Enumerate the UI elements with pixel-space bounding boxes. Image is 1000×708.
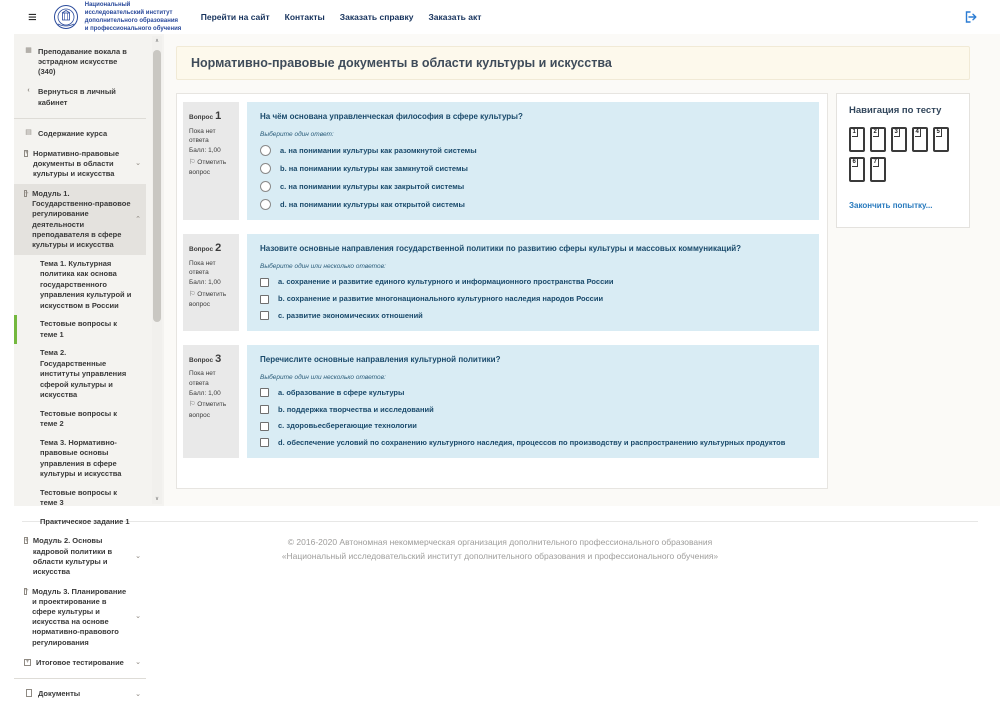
answer-option-label[interactable]: d. обеспечение условий по сохранению культурного наследия, процессов по производству и распространению культурных продуктов xyxy=(278,438,786,448)
expand-plus-icon xyxy=(24,588,27,595)
sidebar-scrollbar-thumb[interactable] xyxy=(153,50,161,322)
quiz-nav-question-2[interactable] xyxy=(870,127,886,152)
answer-option[interactable] xyxy=(260,388,806,398)
sidebar-divider xyxy=(14,678,146,679)
question-status: Пока нет ответа xyxy=(189,259,216,277)
answer-option[interactable] xyxy=(260,199,806,210)
quiz-nav-grid xyxy=(849,127,957,182)
question-status: Пока нет ответа xyxy=(189,127,216,145)
question-label: Вопрос xyxy=(189,356,214,364)
sidebar-item-section-documents[interactable] xyxy=(14,144,146,184)
question-number: 1 xyxy=(215,110,222,122)
main-content xyxy=(164,34,1000,506)
footer-copyright-line1: © 2016-2020 Автономная некоммерческая организация дополнительного профессионального образования xyxy=(287,537,713,547)
quiz-nav-question-6[interactable] xyxy=(849,157,865,182)
question-points: Балл: 1,00 xyxy=(189,147,221,154)
question-status: Пока нет ответа xyxy=(189,370,216,387)
question-label: Вопрос xyxy=(189,246,214,254)
question-text: Перечислите основные направления культурной политики? xyxy=(260,354,501,364)
sidebar-subitem-quiz-topic-1[interactable]: Тестовые вопросы к теме 1 xyxy=(14,315,146,344)
sidebar-item-module-3[interactable] xyxy=(14,582,146,653)
quiz-nav-question-7[interactable] xyxy=(870,157,886,182)
checkbox[interactable] xyxy=(260,278,269,287)
answer-option[interactable] xyxy=(260,294,806,304)
sidebar-item-label: Вернуться в личный кабинет xyxy=(38,87,116,107)
quiz-nav-question-5[interactable] xyxy=(933,127,949,152)
checkbox[interactable] xyxy=(260,405,269,414)
nav-link-go-to-site[interactable]: Перейти на сайт xyxy=(200,12,270,22)
chevron-down-icon[interactable]: ⌄ xyxy=(135,552,141,560)
answer-option[interactable] xyxy=(260,163,806,174)
grid-icon: ▦ xyxy=(25,47,32,54)
answer-option[interactable] xyxy=(260,405,806,415)
chevron-down-icon[interactable]: ⌄ xyxy=(135,658,141,666)
quiz-nav-question-4[interactable] xyxy=(912,127,928,152)
flag-icon: ⚐ xyxy=(189,401,196,409)
question-number: 3 xyxy=(215,352,222,365)
sidebar-item-module-1[interactable] xyxy=(14,184,146,255)
sidebar-item-label: Модуль 2. Основы кадровой политики в области культуры и искусства xyxy=(32,536,113,576)
footer-copyright-line2: «Национальный исследовательский институт дополнительного образования и профессионального обучения» xyxy=(281,551,719,562)
file-icon xyxy=(24,689,33,701)
answer-option[interactable] xyxy=(260,311,806,321)
flag-question-link[interactable] xyxy=(189,400,233,420)
question-info-box xyxy=(183,345,239,458)
chevron-down-icon[interactable]: ⌄ xyxy=(135,690,141,698)
content-row xyxy=(176,93,970,489)
flag-question-label: Отметить вопрос xyxy=(189,158,227,177)
radio-button[interactable] xyxy=(260,145,271,156)
institute-name: Национальный исследовательский институт дополнительного образования и профессионального обучения xyxy=(84,1,182,33)
sidebar xyxy=(14,34,164,698)
sidebar-item-label: Преподавание вокала в эстрадном искусстве (340) xyxy=(38,47,127,77)
answer-option-label[interactable]: c. развитие экономических отношений xyxy=(278,310,423,320)
sidebar-item-back-to-cabinet[interactable] xyxy=(14,82,146,112)
chevron-down-icon[interactable]: ⌄ xyxy=(135,613,141,621)
answer-option-label[interactable]: a. образование в сфере культуры xyxy=(278,387,405,397)
answer-option-label[interactable]: b. сохранение и развитие многонационального культурного наследия народов России xyxy=(278,294,604,304)
question-label: Вопрос xyxy=(189,114,214,121)
checkbox[interactable] xyxy=(260,438,269,447)
checkbox[interactable] xyxy=(260,311,269,320)
footer xyxy=(22,521,978,563)
sidebar-subitem-quiz-topic-3[interactable]: Тестовые вопросы к теме 3 xyxy=(40,487,117,508)
top-bar xyxy=(0,0,1000,34)
quiz-nav-question-number: 7 xyxy=(873,159,879,167)
top-navigation xyxy=(201,12,482,22)
quiz-nav-question-number: 3 xyxy=(894,129,900,137)
question-2 xyxy=(183,234,819,330)
answer-option-label[interactable]: b. поддержка творчества и исследований xyxy=(278,404,434,414)
quiz-nav-question-number: 6 xyxy=(852,159,858,167)
answer-option[interactable] xyxy=(260,277,806,287)
sidebar-item-label: Содержание курса xyxy=(38,128,108,138)
sidebar-scrollbar[interactable] xyxy=(152,36,162,504)
chevron-down-icon[interactable]: ⌄ xyxy=(135,159,141,167)
expand-plus-icon xyxy=(24,659,31,666)
sidebar-item-label: Документы xyxy=(38,688,81,698)
sidebar-item-course-contents[interactable] xyxy=(14,124,146,144)
logout-icon[interactable] xyxy=(964,10,978,24)
checkbox[interactable] xyxy=(260,422,269,431)
chevron-up-icon[interactable]: ⌃ xyxy=(135,215,141,223)
quiz-navigation-panel xyxy=(836,93,970,228)
flag-question-link[interactable] xyxy=(189,158,233,178)
checkbox[interactable] xyxy=(260,295,269,304)
question-header xyxy=(189,240,233,257)
sidebar-item-label: Модуль 3. Планирование и проектирование в сфере культуры и искусства на основе нормативно-правового регулирования xyxy=(32,586,127,647)
flag-question-label: Отметить вопрос xyxy=(189,290,227,309)
expand-plus-icon xyxy=(24,150,28,157)
checkbox[interactable] xyxy=(260,388,269,397)
answer-option[interactable] xyxy=(260,438,806,448)
sidebar-subitem-topic-3[interactable]: Тема 3. Нормативно-правовые основы управления в сфере культуры и искусства xyxy=(40,437,122,479)
question-body xyxy=(247,234,819,330)
sidebar-item-documents[interactable] xyxy=(14,684,146,706)
answer-option-label[interactable]: a. на понимании культуры как разомкнутой системы xyxy=(280,145,477,155)
finish-attempt-link[interactable]: Закончить попытку... xyxy=(849,201,933,210)
scroll-up-icon[interactable]: ∧ xyxy=(154,38,160,44)
question-1 xyxy=(183,102,819,220)
answer-option-label[interactable]: c. на понимании культуры как закрытой системы xyxy=(280,181,465,191)
answer-option-label[interactable]: b. на понимании культуры как замкнутой системы xyxy=(280,163,468,173)
flag-icon: ⚐ xyxy=(189,158,196,166)
back-icon: ‹ xyxy=(27,87,30,95)
answer-option-label[interactable]: a. сохранение и развитие единого культурного и информационного пространства России xyxy=(278,277,614,287)
sidebar-item-final-testing[interactable] xyxy=(14,653,146,673)
answer-prompt: Выберите один или несколько ответов: xyxy=(260,373,386,381)
sidebar-divider xyxy=(14,118,146,119)
question-text: Назовите основные направления государственной политики по развитию сферы культуры и массовых коммуникаций? xyxy=(260,244,742,254)
quiz-nav-question-number: 4 xyxy=(915,129,921,137)
sidebar-item-label: Модуль 1. Государственно-правовое регулирование деятельности преподавателя в сфере культуры и искусства xyxy=(32,189,131,249)
radio-button[interactable] xyxy=(260,181,271,192)
answer-option[interactable] xyxy=(260,181,806,192)
nav-link-contacts[interactable]: Контакты xyxy=(284,12,325,22)
question-3 xyxy=(183,345,819,458)
answer-option[interactable] xyxy=(260,421,806,431)
answer-prompt: Выберите один или несколько ответов: xyxy=(260,263,386,271)
radio-button[interactable] xyxy=(260,163,271,174)
sidebar-item-label: Нормативно-правовые документы в области культуры и искусства xyxy=(32,148,120,178)
sidebar-subitem-topic-1[interactable]: Тема 1. Культурная политика как основа государственного управления культурой и искусством в России xyxy=(40,258,132,310)
question-number: 2 xyxy=(215,242,222,255)
sidebar-item-course-header[interactable] xyxy=(14,42,146,82)
scroll-down-icon[interactable]: ∨ xyxy=(154,496,160,502)
question-header xyxy=(189,108,233,125)
sidebar-subitem-quiz-topic-2[interactable]: Тестовые вопросы к теме 2 xyxy=(40,408,117,429)
nav-link-order-certificate[interactable]: Заказать справку xyxy=(339,12,414,22)
flag-icon: ⚐ xyxy=(189,290,196,298)
page-title-box xyxy=(176,46,970,80)
question-header xyxy=(189,351,233,368)
quiz-nav-question-3[interactable] xyxy=(891,127,907,152)
question-points: Балл: 1,00 xyxy=(189,389,221,397)
question-body xyxy=(247,102,819,220)
flag-question-label: Отметить вопрос xyxy=(189,401,227,419)
answer-option-label[interactable]: d. на понимании культуры как открытой системы xyxy=(280,199,465,209)
flag-question-link[interactable] xyxy=(189,290,233,310)
question-points: Балл: 1,00 xyxy=(189,279,221,287)
answer-option-label[interactable]: c. здоровьесберегающие технологии xyxy=(278,421,417,431)
quiz-nav-question-number: 5 xyxy=(936,129,942,137)
institute-logo[interactable] xyxy=(53,1,187,33)
question-text: На чём основана управленческая философия в сфере культуры? xyxy=(260,112,523,121)
sidebar-item-module-2[interactable] xyxy=(14,531,146,582)
question-info-box xyxy=(183,102,239,220)
nav-link-order-act[interactable]: Заказать акт xyxy=(428,12,482,22)
radio-button[interactable] xyxy=(260,199,271,210)
page-title: Нормативно-правовые документы в области культуры и искусства xyxy=(191,56,612,70)
quiz-nav-title: Навигация по тесту xyxy=(849,105,942,116)
answer-prompt: Выберите один ответ: xyxy=(260,131,334,139)
sidebar-item-label: Итоговое тестирование xyxy=(36,657,124,667)
question-body xyxy=(247,345,819,458)
sidebar-subitem-topic-2[interactable]: Тема 2. Государственные институты управления сферой культуры и искусства xyxy=(40,348,127,400)
toc-icon: ▤ xyxy=(25,128,32,136)
answer-option[interactable] xyxy=(260,145,806,156)
expand-plus-icon xyxy=(24,537,28,544)
institute-emblem-icon xyxy=(53,4,79,30)
hamburger-menu-icon[interactable]: ≡ xyxy=(28,8,37,26)
expand-plus-icon xyxy=(24,190,27,197)
question-info-box xyxy=(183,234,239,330)
quiz-nav-question-number: 1 xyxy=(852,129,858,137)
quiz-nav-question-number: 2 xyxy=(873,129,879,137)
quiz-nav-question-1[interactable] xyxy=(849,127,865,152)
questions-panel xyxy=(176,93,828,489)
sidebar-subitem-practice-1[interactable]: Практическое задание 1 xyxy=(40,516,130,526)
